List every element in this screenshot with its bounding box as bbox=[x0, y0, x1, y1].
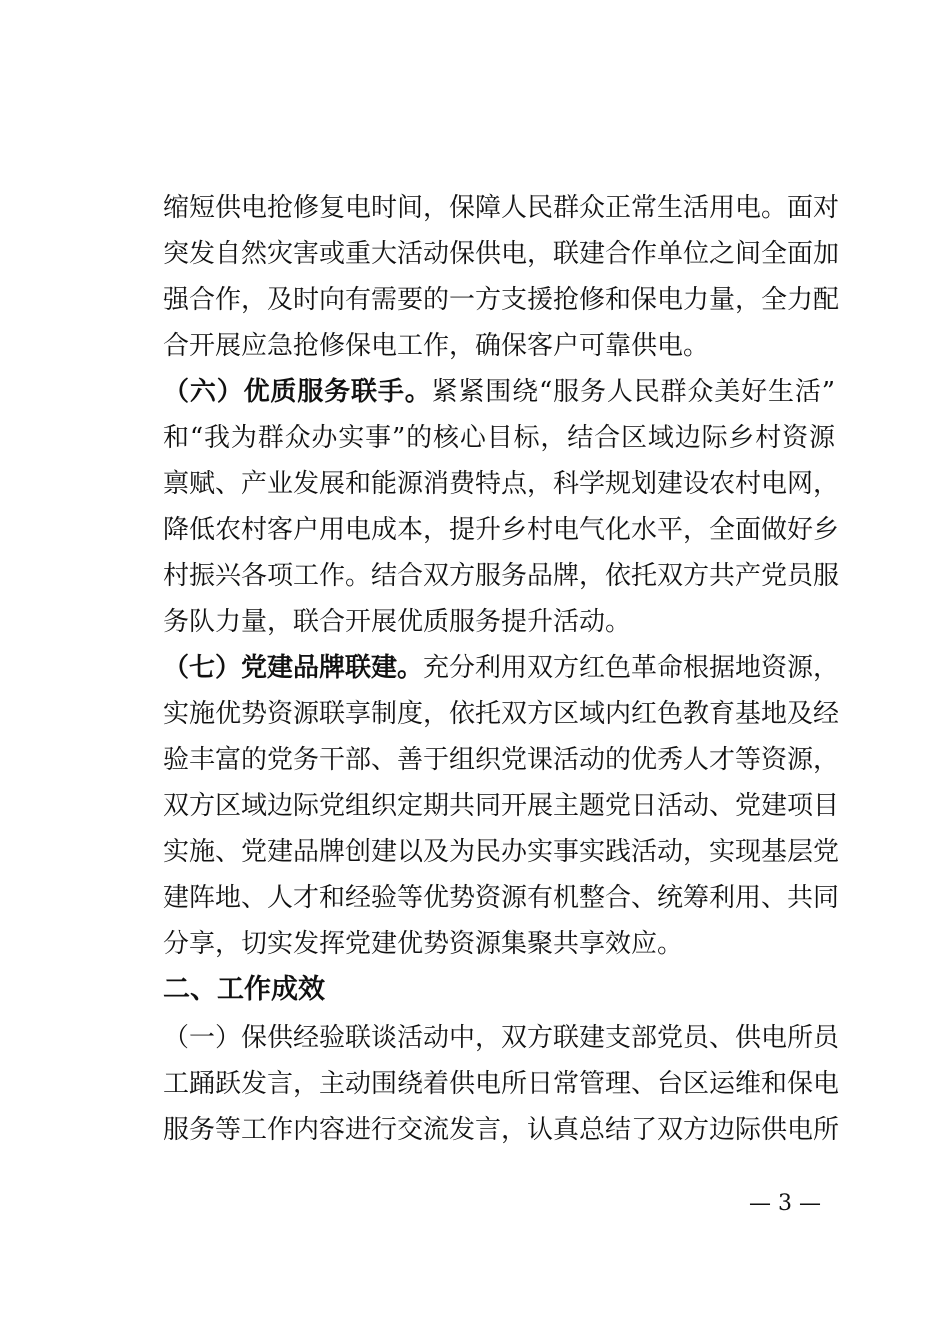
body-text: 务队力量，联合开展优质服务提升活动。 bbox=[163, 607, 632, 637]
body-text: 充分利用双方红色革命根据地资源， bbox=[423, 653, 840, 683]
body-line-4 bbox=[163, 326, 835, 366]
body-line-6 bbox=[163, 418, 835, 458]
body-text: 合开展应急抢修保电工作，确保客户可靠供电。 bbox=[163, 331, 710, 361]
section-heading: 二、工作成效 bbox=[163, 974, 325, 1005]
body-text: 实施优势资源联享制度，依托双方区域内红色教育基地及经 bbox=[163, 699, 840, 729]
body-text: 建阵地、人才和经验等优势资源有机整合、统筹利用、共同 bbox=[163, 883, 840, 913]
body-text: 降低农村客户用电成本，提升乡村电气化水平，全面做好乡 bbox=[163, 515, 840, 545]
body-text: 强合作，及时向有需要的一方支援抢修和保电力量，全力配 bbox=[163, 285, 840, 315]
subsection-title-7: （七）党建品牌联建。 bbox=[163, 653, 424, 683]
body-text: 验丰富的党务干部、善于组织党课活动的优秀人才等资源， bbox=[163, 745, 840, 775]
body-line-19 bbox=[163, 1064, 840, 1104]
body-line-17 bbox=[163, 924, 835, 964]
body-line-1 bbox=[163, 188, 840, 228]
body-text: 紧紧围绕“服务人民群众美好生活” bbox=[431, 377, 835, 407]
body-line-11 bbox=[163, 648, 840, 688]
body-text: 工踊跃发言，主动围绕着供电所日常管理、台区运维和保电 bbox=[163, 1069, 840, 1099]
body-text: 突发自然灾害或重大活动保供电，联建合作单位之间全面加 bbox=[163, 239, 840, 269]
body-line-16 bbox=[163, 878, 840, 918]
body-line-12 bbox=[163, 694, 840, 734]
body-line-20 bbox=[163, 1110, 840, 1150]
body-line-15 bbox=[163, 832, 840, 872]
body-text: 双方区域边际党组织定期共同开展主题党日活动、党建项目 bbox=[163, 791, 840, 821]
body-text: 缩短供电抢修复电时间，保障人民群众正常生活用电。面对 bbox=[163, 193, 840, 223]
body-line-18 bbox=[163, 1018, 840, 1058]
page-number: — 3 — bbox=[749, 1191, 821, 1216]
body-text: 和“我为群众办实事”的核心目标，结合区域边际乡村资源 bbox=[163, 423, 835, 453]
body-line-14 bbox=[163, 786, 840, 826]
body-line-9 bbox=[163, 556, 840, 596]
body-text: （一）保供经验联谈活动中，双方联建支部党员、供电所员 bbox=[163, 1023, 840, 1053]
body-text: 分享，切实发挥党建优势资源集聚共享效应。 bbox=[163, 929, 684, 959]
body-line-7 bbox=[163, 464, 840, 504]
body-line-2 bbox=[163, 234, 840, 274]
body-line-8 bbox=[163, 510, 840, 550]
body-line-3 bbox=[163, 280, 840, 320]
body-text: 实施、党建品牌创建以及为民办实事实践活动，实现基层党 bbox=[163, 837, 840, 867]
body-text: 服务等工作内容进行交流发言，认真总结了双方边际供电所 bbox=[163, 1115, 840, 1145]
subsection-title-6: （六）优质服务联手。 bbox=[163, 377, 432, 407]
body-text: 禀赋、产业发展和能源消费特点，科学规划建设农村电网， bbox=[163, 469, 840, 499]
body-text: 村振兴各项工作。结合双方服务品牌，依托双方共产党员服 bbox=[163, 561, 840, 591]
body-line-5 bbox=[163, 372, 835, 412]
body-line-13 bbox=[163, 740, 840, 780]
body-line-10 bbox=[163, 602, 835, 642]
